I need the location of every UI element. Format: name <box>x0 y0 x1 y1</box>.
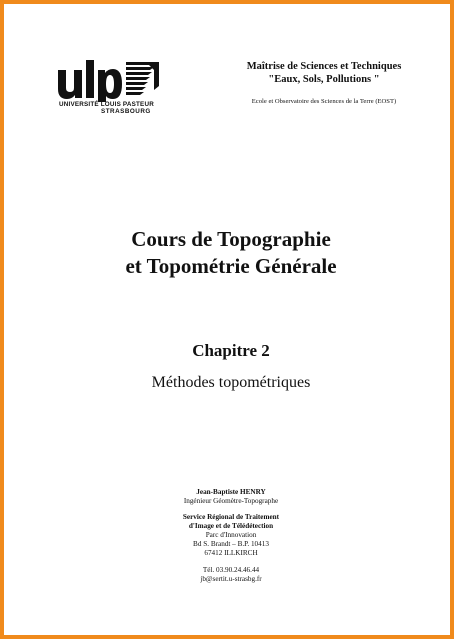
ulp-logo <box>54 56 164 116</box>
service-line2: d'Image et de Télédétection <box>188 522 274 530</box>
ulp-logo-graphic <box>54 56 164 102</box>
school-name: Ecole et Observatoire des Sciences de la Terre (EOST) <box>251 98 397 105</box>
address-line3: 67412 ILLKIRCH <box>204 549 258 557</box>
course-title-line1: Cours de Topographie <box>131 227 331 251</box>
address-line1: Parc d'Innovation <box>205 531 257 539</box>
author-role: Ingénieur Géomètre-Topographe <box>183 497 279 505</box>
address-line2: Bd S. Brandt – B.P. 10413 <box>193 540 269 548</box>
author-name: Jean-Baptiste HENRY <box>196 488 266 496</box>
author-block <box>4 488 454 584</box>
logo-university-name: UNIVERSITÉ LOUIS PASTEUR <box>59 101 154 108</box>
institution-header <box>224 60 424 107</box>
phone-number: Tél. 03.90.24.46.44 <box>202 566 260 574</box>
course-title-line2: et Topométrie Générale <box>125 254 337 278</box>
program-title: Maîtrise de Sciences et Techniques <box>246 61 402 72</box>
program-subtitle: "Eaux, Sols, Pollutions " <box>268 74 380 85</box>
service-line1: Service Régional de Traitement <box>182 513 280 521</box>
chapter-label: Chapitre 2 <box>192 341 270 360</box>
email-address: jb@sertit.u-strasbg.fr <box>200 575 262 583</box>
chapter-subtitle: Méthodes topométriques <box>151 374 311 391</box>
logo-city: STRASBOURG <box>101 108 151 115</box>
course-title <box>4 226 454 280</box>
